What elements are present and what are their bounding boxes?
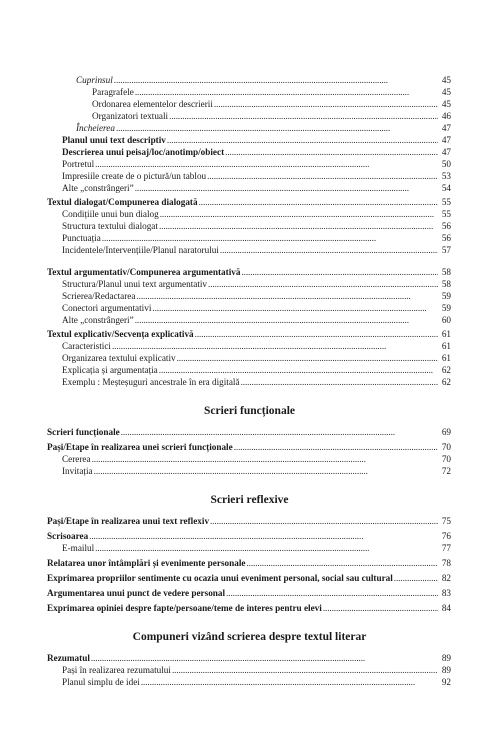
toc-entry[interactable] (92, 98, 451, 110)
toc-entry-page: 60 (441, 315, 451, 325)
toc-entry[interactable] (76, 122, 451, 134)
toc-entry-label: Pași/Etape în realizarea unui text reflexiv (47, 516, 210, 526)
toc-entry-label: Relatarea unor întâmplări și evenimente personale (47, 558, 246, 568)
dot-leader (241, 376, 438, 388)
toc-entry-label: Alte „constrângeri” (62, 183, 134, 193)
toc-entry[interactable] (62, 220, 451, 232)
section-heading: Scrieri reflexive (210, 494, 289, 506)
dot-leader (167, 134, 438, 146)
toc-entry-label: Organizarea textului explicativ (62, 353, 176, 363)
dot-leader (112, 340, 438, 352)
toc-entry-page: 59 (441, 291, 451, 301)
toc-entry-page: 89 (441, 665, 451, 675)
toc-entry[interactable] (62, 302, 451, 314)
toc-entry-page: 47 (441, 135, 451, 145)
toc-entry-page: 58 (441, 279, 451, 289)
toc-entry-label: Conectori argumentativi (62, 303, 152, 313)
toc-entry-page: 82 (441, 573, 451, 583)
dot-leader (95, 542, 438, 554)
toc-entry-label: Planul unui text descriptiv (62, 135, 166, 145)
toc-entry-label: Textul dialogat/Compunerea dialogată (47, 197, 198, 207)
toc-entry-label: Impresiile create de o pictură/un tablou (62, 171, 207, 181)
toc-entry[interactable] (47, 652, 451, 664)
toc-entry-page: 46 (441, 111, 451, 121)
toc-entry-label: Textul argumentativ/Compunerea argumentativă (47, 267, 241, 277)
toc-entry-label: Scrieri funcționale (47, 427, 120, 437)
dot-leader (92, 453, 438, 465)
toc-entry[interactable] (62, 465, 451, 477)
dot-leader (141, 676, 438, 688)
toc-entry-page: 58 (441, 267, 451, 277)
toc-entry[interactable] (62, 146, 451, 158)
dot-leader (394, 572, 438, 584)
dot-leader (323, 602, 438, 614)
toc-entry[interactable] (62, 542, 451, 554)
toc-entry-label: Cuprinsul (76, 75, 113, 85)
toc-entry-page: 45 (441, 87, 451, 97)
toc-entry[interactable] (47, 328, 451, 340)
dot-leader (234, 441, 438, 453)
toc-entry-label: Paragrafele (92, 87, 134, 97)
toc-entry[interactable] (47, 557, 451, 569)
toc-entry-label: Pași/Etape în realizarea unei scrieri funcționale (47, 442, 233, 452)
toc-entry-page: 47 (441, 123, 451, 133)
toc-entry-page: 62 (441, 377, 451, 387)
toc-entry-label: Condițiile unui bun dialog (62, 209, 159, 219)
toc-entry-page: 78 (441, 558, 451, 568)
toc-entry-label: Portretul (62, 159, 95, 169)
toc-entry-page: 55 (441, 209, 451, 219)
toc-entry-label: Structura textului dialogat (62, 221, 158, 231)
toc-entry-label: Rezumatul (47, 653, 90, 663)
dot-leader (91, 652, 438, 664)
toc-entry-label: Argumentarea unui punct de vedere personal (47, 588, 226, 598)
toc-entry-label: E-mailul (62, 543, 95, 553)
dot-leader (177, 352, 438, 364)
toc-entry-label: Încheierea (76, 123, 115, 133)
toc-entry-page: 62 (441, 365, 451, 375)
toc-entry-page: 69 (441, 427, 451, 437)
dot-leader (195, 328, 438, 340)
toc-entry[interactable] (76, 74, 451, 86)
toc-entry-page: 72 (441, 466, 451, 476)
dot-leader (114, 74, 438, 86)
toc-entry[interactable] (62, 232, 451, 244)
dot-leader (102, 232, 438, 244)
toc-entry-label: Exprimarea propriilor sentimente cu ocazia unui eveniment personal, social sau cultural (47, 573, 393, 583)
toc-entry-label: Exprimarea opiniei despre fapte/persoane/teme de interes pentru elevi (47, 603, 322, 613)
dot-leader (135, 314, 438, 326)
dot-leader (225, 146, 438, 158)
toc-entry-page: 54 (441, 183, 451, 193)
dot-leader (116, 122, 438, 134)
toc-entry-label: Scrisoarea (47, 531, 89, 541)
toc-entry[interactable] (62, 244, 451, 256)
dot-leader (207, 170, 438, 182)
toc-entry[interactable] (62, 158, 451, 170)
toc-entry[interactable] (62, 453, 451, 465)
toc-entry-label: Punctuația (62, 233, 101, 243)
toc-entry[interactable] (62, 134, 451, 146)
toc-entry[interactable] (62, 376, 451, 388)
toc-entry-label: Explicația și argumentația (62, 365, 158, 375)
section-heading: Compuneri vizând scrierea despre textul literar (132, 631, 367, 643)
toc-entry-page: 56 (441, 221, 451, 231)
toc-entry-label: Pași în realizarea rezumatului (62, 665, 171, 675)
toc-entry-page: 45 (441, 75, 451, 85)
dot-leader (241, 266, 438, 278)
toc-entry[interactable] (62, 364, 451, 376)
toc-entry-label: Organizatori textuali (92, 111, 169, 121)
dot-leader (160, 208, 438, 220)
toc-entry-page: 57 (441, 245, 451, 255)
toc-entry[interactable] (62, 290, 451, 302)
toc-entry-label: Invitația (62, 466, 93, 476)
toc-entry-page: 77 (441, 543, 451, 553)
toc-entry-label: Caracteristici (62, 341, 111, 351)
toc-entry-label: Structura/Planul unui text argumentativ (62, 279, 208, 289)
dot-leader (208, 278, 438, 290)
dot-leader (159, 364, 438, 376)
toc-entry[interactable] (62, 352, 451, 364)
toc-entry-page: 47 (441, 147, 451, 157)
toc-entry[interactable] (47, 441, 451, 453)
toc-entry[interactable] (62, 208, 451, 220)
dot-leader (226, 587, 438, 599)
toc-entry[interactable] (62, 278, 451, 290)
dot-leader (152, 302, 438, 314)
toc-entry-page: 83 (441, 588, 451, 598)
dot-leader (95, 158, 438, 170)
dot-leader (214, 98, 438, 110)
toc-entry[interactable] (47, 572, 451, 584)
toc-entry[interactable] (62, 314, 451, 326)
toc-entry[interactable] (47, 602, 451, 614)
toc-entry-page: 55 (441, 197, 451, 207)
toc-entry[interactable] (47, 515, 451, 527)
dot-leader (136, 290, 438, 302)
toc-entry-page: 76 (441, 531, 451, 541)
toc-entry-page: 61 (441, 341, 451, 351)
toc-entry[interactable] (47, 530, 451, 542)
toc-entry[interactable] (62, 340, 451, 352)
toc-entry-page: 61 (441, 353, 451, 363)
toc-entry-page: 59 (441, 303, 451, 313)
toc-entry-page: 56 (441, 233, 451, 243)
dot-leader (135, 182, 438, 194)
toc-entry-label: Scrierea/Redactarea (62, 291, 136, 301)
toc-entry[interactable] (62, 170, 451, 182)
toc-entry-page: 75 (441, 516, 451, 526)
toc-entry-page: 70 (441, 442, 451, 452)
toc-entry-label: Cererea (62, 454, 91, 464)
dot-leader (89, 530, 438, 542)
toc-entry[interactable] (47, 266, 451, 278)
toc-entry-label: Exemplu : Meșteșuguri ancestrale în era digitală (62, 377, 240, 387)
dot-leader (220, 244, 438, 256)
toc-entry[interactable] (62, 664, 451, 676)
dot-leader (94, 465, 438, 477)
toc-entry-label: Descrierea unui peisaj/loc/anotimp/obiect (62, 147, 225, 157)
toc-entry-page: 70 (441, 454, 451, 464)
dot-leader (169, 110, 438, 122)
dot-leader (246, 557, 438, 569)
dot-leader (172, 664, 438, 676)
toc-entry-page: 53 (441, 171, 451, 181)
toc-entry[interactable] (47, 426, 451, 438)
toc-entry-page: 89 (441, 653, 451, 663)
dot-leader (199, 196, 438, 208)
toc-entry-page: 61 (441, 329, 451, 339)
dot-leader (159, 220, 438, 232)
toc-entry[interactable] (92, 110, 451, 122)
toc-entry-label: Alte „constrângeri” (62, 315, 134, 325)
toc-entry-label: Incidentele/Intervențiile/Planul naratorului (62, 245, 219, 255)
toc-entry-label: Planul simplu de idei (62, 677, 140, 687)
toc-entry[interactable] (47, 196, 451, 208)
toc-entry-label: Textul explicativ/Secvența explicativă (47, 329, 194, 339)
toc-entry[interactable] (47, 587, 451, 599)
toc-entry[interactable] (62, 676, 451, 688)
toc-entry[interactable] (92, 86, 451, 98)
section-heading: Scrieri funcționale (203, 405, 296, 417)
toc-entry-page: 50 (441, 159, 451, 169)
toc-entry-label: Ordonarea elementelor descrierii (92, 99, 213, 109)
toc-entry-page: 45 (441, 99, 451, 109)
dot-leader (135, 86, 438, 98)
toc-entry[interactable] (62, 182, 451, 194)
toc-entry-page: 92 (441, 677, 451, 687)
toc-entry-page: 84 (441, 603, 451, 613)
dot-leader (121, 426, 438, 438)
dot-leader (210, 515, 438, 527)
